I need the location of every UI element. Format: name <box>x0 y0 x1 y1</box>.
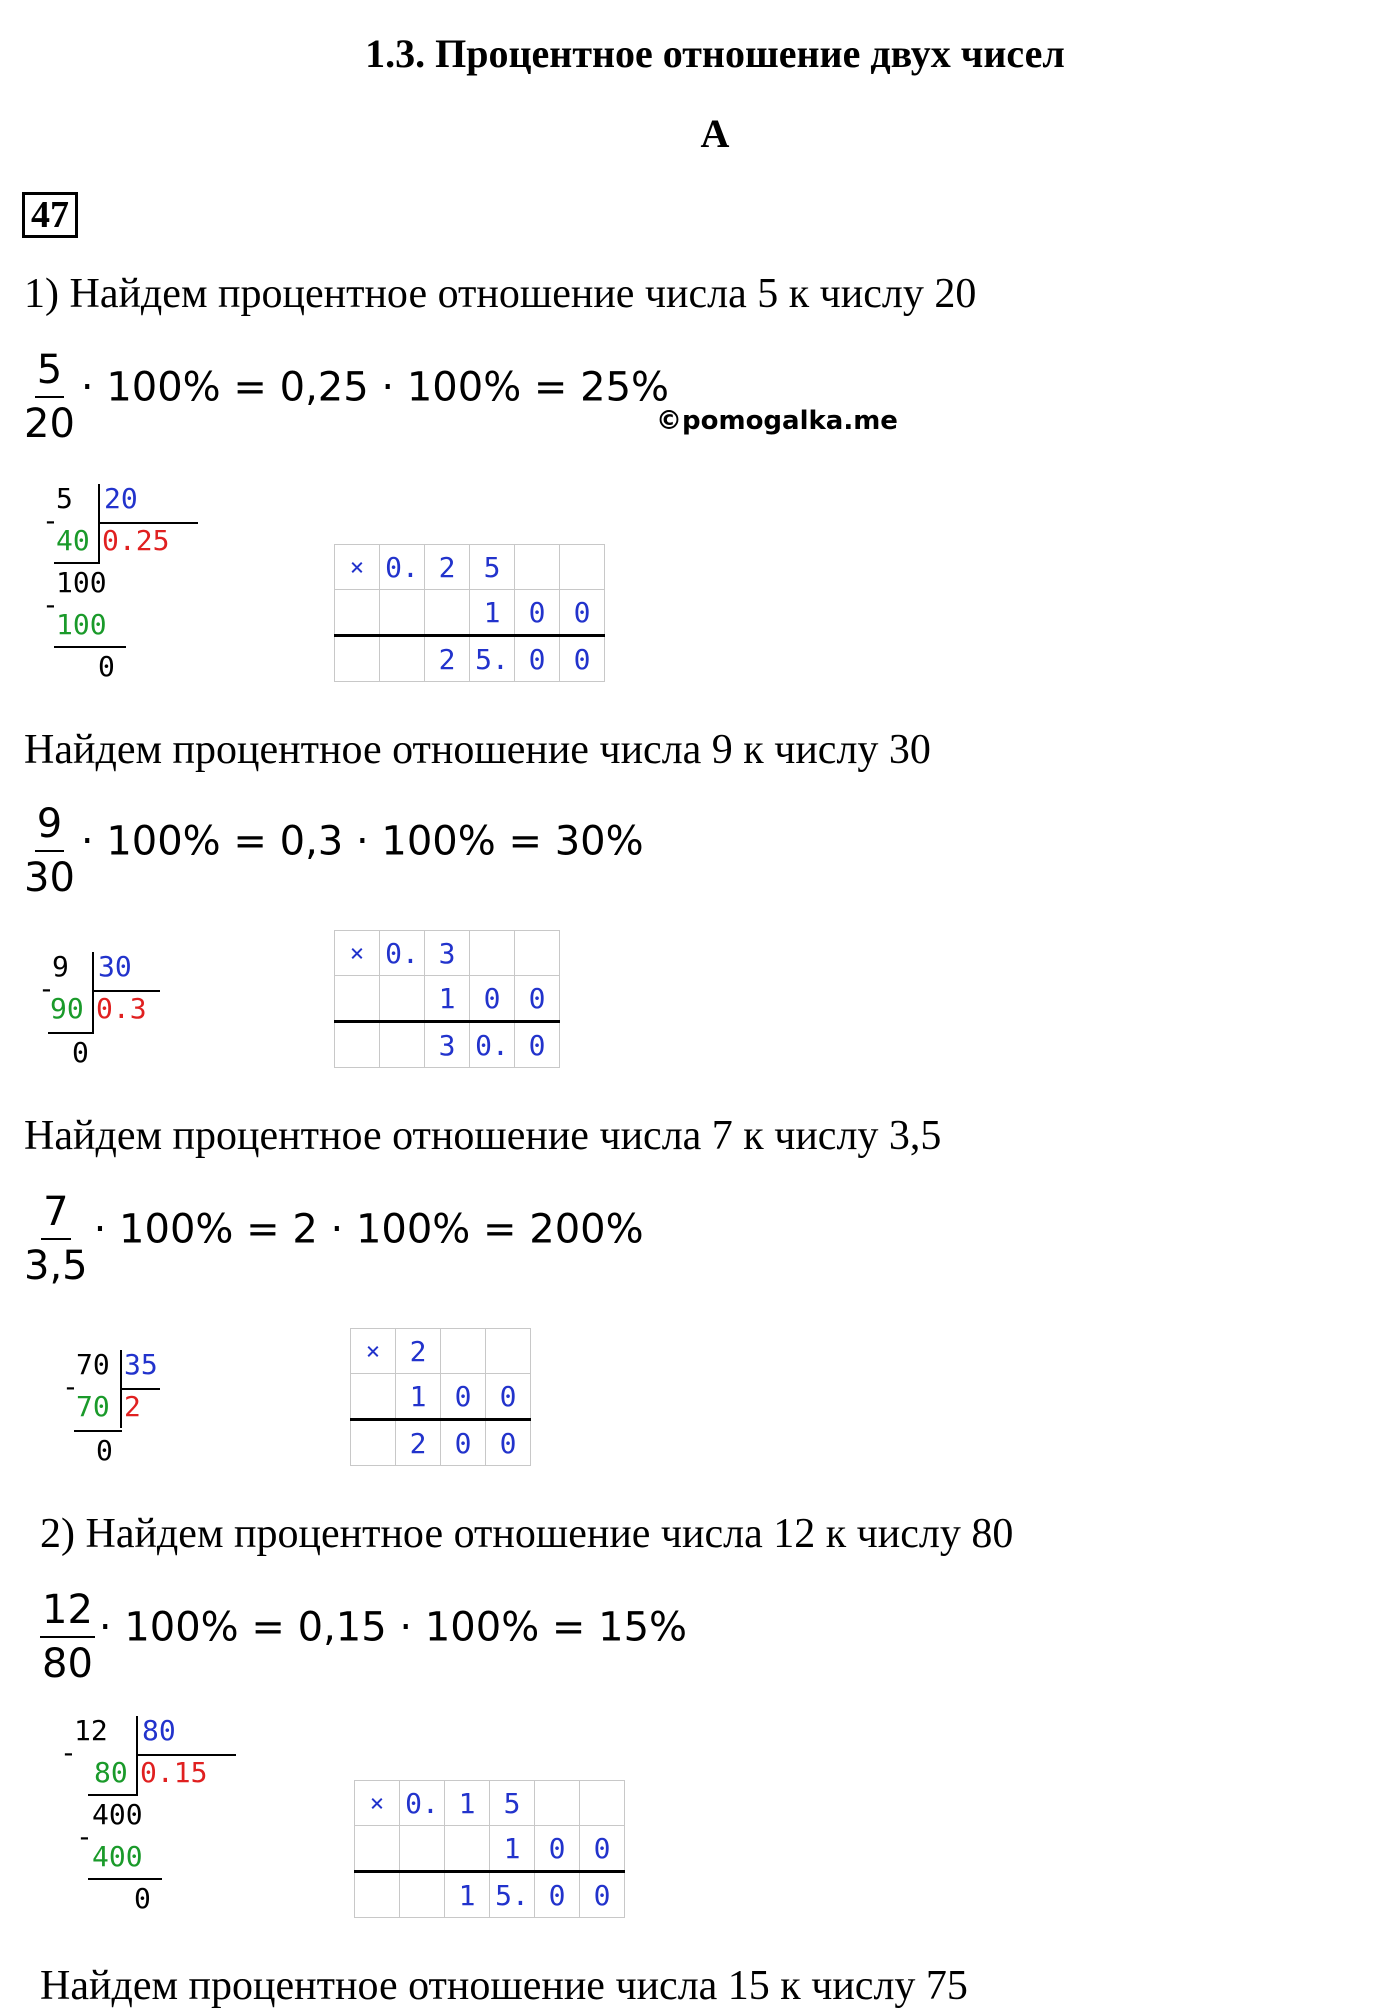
subtrahend: 80 <box>94 1756 128 1789</box>
subtraction-line <box>88 1794 138 1796</box>
digit-cell: 0 <box>580 1872 625 1918</box>
digit-cell: 0 <box>535 1826 580 1872</box>
digit-cell <box>580 1781 625 1826</box>
digit-cell: 0 <box>560 636 605 682</box>
digit-cell: 2 <box>425 636 470 682</box>
dividend: 9 <box>52 950 69 983</box>
digit-cell: 3 <box>425 931 470 976</box>
digit-cell <box>470 931 515 976</box>
digit-cell <box>380 590 425 636</box>
section-title: 1.3. Процентное отношение двух чисел <box>365 31 1065 76</box>
digit-cell <box>351 1374 396 1420</box>
minus-sign: - <box>60 1736 77 1769</box>
digit-cell <box>355 1826 400 1872</box>
denominator: 30 <box>24 855 75 901</box>
digit-cell: 0. <box>400 1781 445 1826</box>
watermark: ©pomogalka.me <box>656 406 898 436</box>
digit-cell: 0 <box>580 1826 625 1872</box>
remainder: 0 <box>134 1882 151 1915</box>
times-sign: × <box>355 1781 400 1826</box>
remainder: 100 <box>56 566 107 599</box>
digit-cell: 0 <box>441 1374 486 1420</box>
digit-cell: 3 <box>425 1022 470 1068</box>
column-multiplication <box>350 1328 531 1466</box>
digit-cell: 1 <box>445 1781 490 1826</box>
digit-cell: 1 <box>490 1826 535 1872</box>
column-multiplication <box>354 1780 625 1918</box>
digit-cell <box>425 590 470 636</box>
division-bracket <box>92 952 94 1032</box>
fraction <box>22 344 77 450</box>
digit-cell: 2 <box>425 545 470 590</box>
subtrahend: 90 <box>50 992 84 1025</box>
block-heading: Найдем процентное отношение числа 15 к числу 75 <box>40 1963 968 2009</box>
digit-cell <box>515 931 560 976</box>
times-sign: × <box>351 1329 396 1374</box>
quotient: 0.25 <box>102 524 170 557</box>
long-division <box>58 1716 238 1926</box>
remainder: 0 <box>72 1036 89 1069</box>
digit-cell <box>445 1826 490 1872</box>
digit-cell <box>380 1022 425 1068</box>
subtrahend: 70 <box>76 1390 110 1423</box>
subtraction-line <box>74 1430 122 1432</box>
digit-cell <box>380 976 425 1022</box>
dividend: 70 <box>76 1348 110 1381</box>
digit-cell <box>400 1826 445 1872</box>
fraction-equation <box>22 344 669 450</box>
fraction-equation <box>22 798 644 904</box>
digit-cell: 0 <box>560 590 605 636</box>
dividend: 12 <box>74 1714 108 1747</box>
digit-cell: 0 <box>486 1374 531 1420</box>
digit-cell: 5 <box>470 545 515 590</box>
digit-cell <box>400 1872 445 1918</box>
digit-cell: 0. <box>380 931 425 976</box>
subsection-label: А <box>700 111 730 156</box>
long-division <box>36 952 176 1072</box>
block-heading: Найдем процентное отношение числа 7 к числу 3,5 <box>24 1113 942 1159</box>
fraction <box>40 1584 95 1690</box>
minus-sign: - <box>62 1370 79 1403</box>
digit-cell: 1 <box>470 590 515 636</box>
digit-cell: 0 <box>515 636 560 682</box>
fraction-equation <box>22 1186 644 1292</box>
digit-cell <box>380 636 425 682</box>
digit-cell <box>335 976 380 1022</box>
column-multiplication <box>334 544 605 682</box>
digit-cell: 0. <box>470 1022 515 1068</box>
division-bar <box>136 1754 236 1756</box>
block-heading: 2) Найдем процентное отношение числа 12 к числу 80 <box>40 1511 1014 1557</box>
digit-cell <box>560 545 605 590</box>
equation-rest: · 100% = 2 · 100% = 200% <box>93 1206 644 1253</box>
minus-sign: - <box>38 972 55 1005</box>
denominator: 20 <box>24 401 75 447</box>
digit-cell: 2 <box>396 1329 441 1374</box>
fraction-equation <box>40 1584 687 1690</box>
subtrahend: 100 <box>56 608 107 641</box>
equation-rest: · 100% = 0,15 · 100% = 15% <box>98 1604 688 1651</box>
numerator: 5 <box>35 344 64 398</box>
column-multiplication <box>334 930 560 1068</box>
numerator: 12 <box>40 1584 95 1638</box>
divisor: 30 <box>98 950 132 983</box>
digit-cell <box>441 1329 486 1374</box>
minus-sign: - <box>76 1820 93 1853</box>
subtraction-line <box>48 1032 94 1034</box>
remainder: 0 <box>96 1434 113 1467</box>
digit-cell: 0. <box>380 545 425 590</box>
quotient: 0.3 <box>96 992 147 1025</box>
times-sign: × <box>335 931 380 976</box>
divisor: 20 <box>104 482 138 515</box>
subtraction-line <box>88 1878 162 1880</box>
denominator: 3,5 <box>24 1243 88 1289</box>
digit-cell: 0 <box>470 976 515 1022</box>
equation-rest: · 100% = 0,25 · 100% = 25% <box>80 364 670 411</box>
times-sign: × <box>335 545 380 590</box>
digit-cell: 5. <box>490 1872 535 1918</box>
subtraction-line <box>54 562 100 564</box>
fraction <box>22 1186 90 1292</box>
digit-cell: 0 <box>515 976 560 1022</box>
denominator: 80 <box>42 1641 93 1687</box>
digit-cell <box>355 1872 400 1918</box>
digit-cell <box>486 1329 531 1374</box>
digit-cell: 5 <box>490 1781 535 1826</box>
digit-cell <box>335 1022 380 1068</box>
digit-cell: 5. <box>470 636 515 682</box>
exercise-number: 47 <box>22 192 78 238</box>
remainder: 400 <box>92 1798 143 1831</box>
digit-cell: 0 <box>441 1420 486 1466</box>
numerator: 7 <box>41 1186 70 1240</box>
quotient: 0.15 <box>140 1756 208 1789</box>
block-heading: 1) Найдем процентное отношение числа 5 к числу 20 <box>24 271 977 317</box>
block-heading: Найдем процентное отношение числа 9 к числу 30 <box>24 727 931 773</box>
digit-cell: 0 <box>515 1022 560 1068</box>
numerator: 9 <box>35 798 64 852</box>
digit-cell: 1 <box>425 976 470 1022</box>
minus-sign: - <box>42 504 59 537</box>
dividend: 5 <box>56 482 73 515</box>
long-division <box>40 484 200 694</box>
digit-cell: 0 <box>535 1872 580 1918</box>
division-bar <box>92 990 160 992</box>
digit-cell <box>335 636 380 682</box>
division-bar <box>120 1388 160 1390</box>
subtrahend: 40 <box>56 524 90 557</box>
digit-cell: 1 <box>396 1374 441 1420</box>
fraction <box>22 798 77 904</box>
quotient: 2 <box>124 1390 141 1423</box>
digit-cell <box>335 590 380 636</box>
division-bracket <box>136 1716 138 1796</box>
divisor: 35 <box>124 1348 158 1381</box>
minus-sign: - <box>42 588 59 621</box>
digit-cell <box>351 1420 396 1466</box>
digit-cell: 2 <box>396 1420 441 1466</box>
digit-cell: 0 <box>515 590 560 636</box>
digit-cell <box>535 1781 580 1826</box>
digit-cell: 0 <box>486 1420 531 1466</box>
divisor: 80 <box>142 1714 176 1747</box>
digit-cell: 1 <box>445 1872 490 1918</box>
long-division <box>60 1350 190 1470</box>
division-bracket <box>98 484 100 564</box>
equation-rest: · 100% = 0,3 · 100% = 30% <box>80 818 644 865</box>
subtrahend: 400 <box>92 1840 143 1873</box>
subtraction-line <box>54 646 126 648</box>
division-bar <box>98 522 198 524</box>
digit-cell <box>515 545 560 590</box>
remainder: 0 <box>98 650 115 683</box>
